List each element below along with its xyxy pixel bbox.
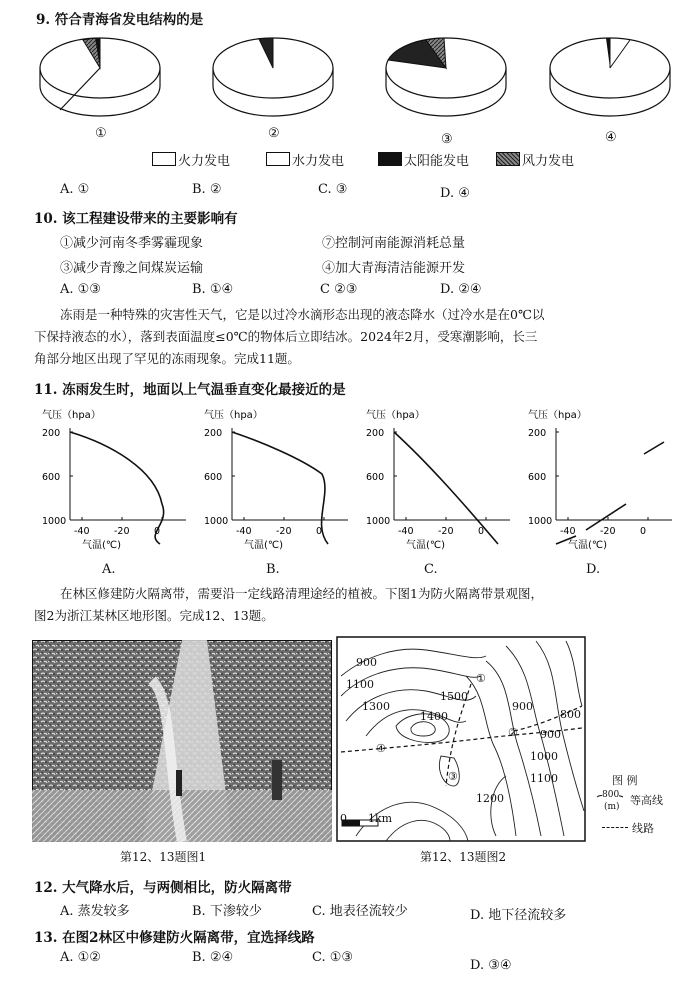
q9-option-d[interactable]: D. ④ [440,186,470,201]
q10-option-b[interactable]: B. ①④ [192,282,234,297]
profile-xtick: -40 [236,526,252,537]
contour-label-900c: 900 [512,700,533,713]
profile-ylabel: 气压（hpa） [366,410,425,421]
profile-xlabel: 气温(℃) [244,540,284,551]
profile-ytick: 1000 [42,516,67,527]
legend-thermal: 火力发电 [178,154,231,169]
q11-option-b[interactable]: B. [266,562,280,577]
q13-stem: 13. 在图2林区中修建防火隔离带，宜选择线路 [34,930,315,946]
profile-ylabel: 气压（hpa） [204,410,263,421]
pie-2 [213,38,333,116]
legend-wind-swatch [496,152,520,166]
fire-break-photo [32,640,332,842]
profile-ylabel: 气压（hpa） [42,410,101,421]
map-legend-title: 图 例 [612,774,638,787]
q11-option-a[interactable]: A. [102,562,116,577]
pie-3 [386,38,506,116]
profile-xlabel: 气温(℃) [406,540,446,551]
profile-ytick: 1000 [366,516,391,527]
q10-stem: 10. 该工程建设带来的主要影响有 [34,211,238,227]
profile-xtick: 0 [640,526,647,537]
profile-xtick: -20 [114,526,130,537]
profile-ytick: 200 [42,428,61,439]
profile-ytick: 600 [204,472,223,483]
legend-hydro: 水力发电 [292,154,345,169]
legend-contour-value: 800 [602,790,620,800]
q12-option-b[interactable]: B. 下渗较少 [192,904,262,919]
profile-xtick: -20 [276,526,292,537]
profile-ytick: 200 [204,428,223,439]
profile-xtick: -20 [438,526,454,537]
q11-option-d[interactable]: D. [586,562,601,577]
q13-option-a[interactable]: A. ①② [60,950,101,965]
q11-temperature-profiles [0,400,692,580]
legend-wind: 风力发电 [522,154,575,169]
q9-option-a[interactable]: A. ① [60,182,90,197]
q9-option-c[interactable]: C. ③ [318,182,348,197]
profile-ytick: 200 [366,428,385,439]
q10-item-4: ④加大青海清洁能源开发 [322,261,466,276]
q10-option-d[interactable]: D. ②④ [440,282,482,297]
pie-label-1: ① [95,126,107,141]
q13-option-b[interactable]: B. ②④ [192,950,234,965]
legend-route-label: 线路 [632,822,654,835]
contour-label-1400: 1400 [420,710,448,723]
contour-label-1300: 1300 [362,700,390,713]
pie-4 [550,38,670,116]
q9-stem: 9. 符合青海省发电结构的是 [36,12,204,28]
profile-xtick: 0 [154,526,161,537]
legend-solar-swatch [378,152,402,166]
contour-label-900a: 900 [356,656,377,669]
contour-label-800: 800 [560,708,581,721]
profile-ytick: 600 [42,472,61,483]
q10-option-c[interactable]: C ②③ [320,282,358,297]
contour-label-1100b: 1100 [530,772,558,785]
profile-ylabel: 气压（hpa） [528,410,587,421]
scale-km: 1km [368,812,393,825]
pie-label-2: ② [268,126,280,141]
route-label-3: ③ [448,770,458,783]
route-label-1: ① [476,672,486,685]
pie-1 [40,38,160,116]
q10-item-2: ⑦控制河南能源消耗总量 [322,236,466,251]
q13-option-c[interactable]: C. ①③ [312,950,354,965]
profile-xtick: -40 [398,526,414,537]
q12-option-d[interactable]: D. 地下径流较多 [470,908,567,923]
profile-ytick: 1000 [204,516,229,527]
passage2-line1: 在林区修建防火隔离带，需要沿一定线路清理途经的植被。下图1为防火隔离带景观图， [60,586,543,601]
profile-xtick: -40 [560,526,576,537]
q10-item-1: ①减少河南冬季雾霾现象 [60,236,204,251]
legend-hydro-swatch [266,152,290,166]
legend-route-line [602,827,628,828]
route-label-4: ④ [376,742,386,755]
contour-label-900b: 900 [540,728,561,741]
contour-label-1500: 1500 [440,690,468,703]
profile-ytick: 1000 [528,516,553,527]
profile-xtick: 0 [316,526,323,537]
passage2-line2: 图2为浙江某林区地形图。完成12、13题。 [34,608,274,623]
q9-pie-charts [0,28,692,178]
profile-xtick: -40 [74,526,90,537]
q12-option-c[interactable]: C. 地表径流较少 [312,904,408,919]
q11-option-c[interactable]: C. [424,562,438,577]
profile-xlabel: 气温(℃) [82,540,122,551]
contour-label-1200: 1200 [476,792,504,805]
profile-xlabel: 气温(℃) [568,540,608,551]
profile-ytick: 600 [528,472,547,483]
q13-option-d[interactable]: D. ③④ [470,958,512,973]
legend-solar: 太阳能发电 [404,154,470,169]
passage1-line2: 下保持液态的水），落到表面温度≤0℃的物体后立即结冰。2024年2月，受寒潮影响，长三 [34,329,538,344]
pie-label-4: ④ [605,130,617,145]
fig2-caption: 第12、13题图2 [420,850,507,864]
profile-xtick: 0 [478,526,485,537]
profile-ytick: 600 [366,472,385,483]
pie-label-3: ③ [441,132,453,147]
legend-contour-unit: (m) [604,802,620,812]
q12-option-a[interactable]: A. 蒸发较多 [60,904,130,919]
q10-option-a[interactable]: A. ①③ [60,282,101,297]
scale-zero: 0 [340,812,347,825]
route-label-2: ② [508,726,518,739]
q11-stem: 11. 冻雨发生时，地面以上气温垂直变化最接近的是 [34,382,346,398]
profile-ytick: 200 [528,428,547,439]
fig1-caption: 第12、13题图1 [120,850,207,864]
q10-item-3: ③减少青豫之间煤炭运输 [60,261,204,276]
legend-thermal-swatch [152,152,176,166]
legend-contour-label: 等高线 [630,794,663,807]
contour-label-1000: 1000 [530,750,558,763]
passage1-line3: 角部分地区出现了罕见的冻雨现象。完成11题。 [34,351,300,366]
q9-option-b[interactable]: B. ② [192,182,222,197]
q12-stem: 12. 大气降水后，与两侧相比，防火隔离带 [34,880,292,896]
contour-label-1100a: 1100 [346,678,374,691]
passage1-line1: 冻雨是一种特殊的灾害性天气，它是以过冷水滴形态出现的液态降水（过冷水是在0℃以 [60,307,545,322]
profile-xtick: -20 [600,526,616,537]
